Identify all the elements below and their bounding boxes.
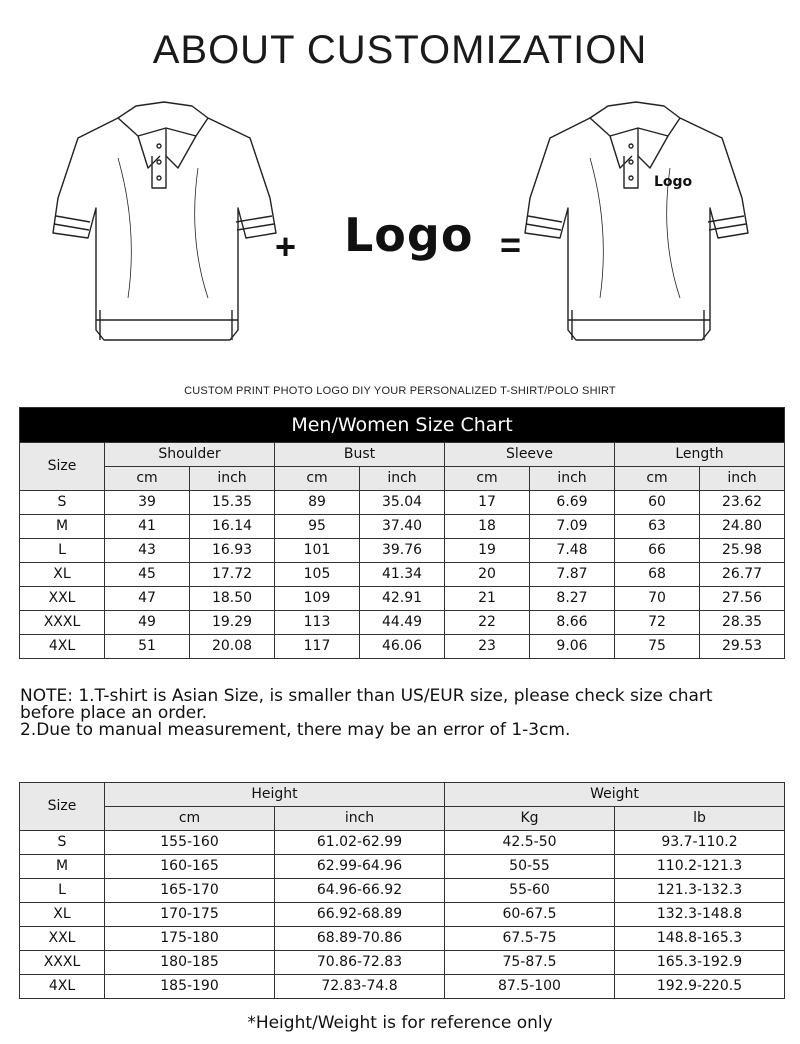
value-cell: 75-87.5 [445, 951, 615, 975]
value-cell: 170-175 [105, 903, 275, 927]
unit-header: cm [105, 467, 190, 491]
value-cell: 68.89-70.86 [275, 927, 445, 951]
value-cell: 41.34 [360, 563, 445, 587]
value-cell: 63 [615, 515, 700, 539]
table-row [20, 831, 785, 855]
unit-header: inch [530, 467, 615, 491]
table-row [20, 927, 785, 951]
size-cell: 4XL [20, 975, 105, 999]
value-cell: 155-160 [105, 831, 275, 855]
table-row [20, 515, 785, 539]
value-cell: 7.48 [530, 539, 615, 563]
page-title: ABOUT CUSTOMIZATION [152, 28, 648, 72]
value-cell: 6.69 [530, 491, 615, 515]
size-cell: L [20, 539, 105, 563]
value-cell: 105 [275, 563, 360, 587]
unit-header: inch [700, 467, 785, 491]
value-cell: 51 [105, 635, 190, 659]
value-cell: 49 [105, 611, 190, 635]
value-cell: 16.93 [190, 539, 275, 563]
value-cell: 16.14 [190, 515, 275, 539]
group-header-weight: Weight [445, 783, 785, 807]
value-cell: 29.53 [700, 635, 785, 659]
size-cell: M [20, 515, 105, 539]
value-cell: 24.80 [700, 515, 785, 539]
value-cell: 117 [275, 635, 360, 659]
value-cell: 28.35 [700, 611, 785, 635]
size-cell: S [20, 831, 105, 855]
value-cell: 45 [105, 563, 190, 587]
value-cell: 23.62 [700, 491, 785, 515]
size-cell: L [20, 879, 105, 903]
size-cell: XXL [20, 587, 105, 611]
unit-header: lb [615, 807, 785, 831]
value-cell: 62.99-64.96 [275, 855, 445, 879]
value-cell: 37.40 [360, 515, 445, 539]
value-cell: 43 [105, 539, 190, 563]
table-row [20, 635, 785, 659]
size-cell: S [20, 491, 105, 515]
value-cell: 180-185 [105, 951, 275, 975]
value-cell: 192.9-220.5 [615, 975, 785, 999]
size-cell: XL [20, 903, 105, 927]
value-cell: 60-67.5 [445, 903, 615, 927]
value-cell: 35.04 [360, 491, 445, 515]
table-row [20, 975, 785, 999]
footnote: *Height/Weight is for reference only [247, 1013, 553, 1033]
value-cell: 70.86-72.83 [275, 951, 445, 975]
value-cell: 70 [615, 587, 700, 611]
table-row [20, 491, 785, 515]
table-row [20, 879, 785, 903]
value-cell: 110.2-121.3 [615, 855, 785, 879]
group-header-length: Length [615, 443, 785, 467]
size-cell: XXXL [20, 611, 105, 635]
value-cell: 75 [615, 635, 700, 659]
value-cell: 148.8-165.3 [615, 927, 785, 951]
size-column-header: Size [20, 443, 105, 491]
value-cell: 9.06 [530, 635, 615, 659]
value-cell: 41 [105, 515, 190, 539]
size-cell: XXL [20, 927, 105, 951]
unit-header: cm [105, 807, 275, 831]
table-row [20, 587, 785, 611]
group-header-sleeve: Sleeve [445, 443, 615, 467]
value-cell: 175-180 [105, 927, 275, 951]
value-cell: 18.50 [190, 587, 275, 611]
value-cell: 55-60 [445, 879, 615, 903]
value-cell: 61.02-62.99 [275, 831, 445, 855]
value-cell: 20.08 [190, 635, 275, 659]
height-weight-table [19, 782, 785, 999]
value-cell: 160-165 [105, 855, 275, 879]
value-cell: 25.98 [700, 539, 785, 563]
size-cell: XL [20, 563, 105, 587]
value-cell: 7.87 [530, 563, 615, 587]
value-cell: 20 [445, 563, 530, 587]
value-cell: 26.77 [700, 563, 785, 587]
value-cell: 165-170 [105, 879, 275, 903]
value-cell: 109 [275, 587, 360, 611]
hw-size-column-header: Size [20, 783, 105, 831]
value-cell: 8.27 [530, 587, 615, 611]
unit-header: Kg [445, 807, 615, 831]
logo-placeholder-text: Logo [344, 208, 474, 262]
size-cell: M [20, 855, 105, 879]
value-cell: 68 [615, 563, 700, 587]
value-cell: 18 [445, 515, 530, 539]
size-note [20, 688, 790, 739]
group-header-shoulder: Shoulder [105, 443, 275, 467]
value-cell: 17.72 [190, 563, 275, 587]
table-row [20, 539, 785, 563]
table-row [20, 951, 785, 975]
value-cell: 42.5-50 [445, 831, 615, 855]
value-cell: 89 [275, 491, 360, 515]
value-cell: 44.49 [360, 611, 445, 635]
value-cell: 27.56 [700, 587, 785, 611]
value-cell: 87.5-100 [445, 975, 615, 999]
unit-header: inch [360, 467, 445, 491]
note-line-3: 2.Due to manual measurement, there may be an error of 1-3cm. [20, 720, 571, 740]
value-cell: 67.5-75 [445, 927, 615, 951]
value-cell: 39.76 [360, 539, 445, 563]
size-chart-table [19, 407, 785, 659]
size-cell: XXXL [20, 951, 105, 975]
note-line-2: before place an order. [20, 703, 208, 723]
value-cell: 47 [105, 587, 190, 611]
value-cell: 17 [445, 491, 530, 515]
size-cell: 4XL [20, 635, 105, 659]
value-cell: 19 [445, 539, 530, 563]
value-cell: 66 [615, 539, 700, 563]
value-cell: 101 [275, 539, 360, 563]
value-cell: 15.35 [190, 491, 275, 515]
shirt-logo-label: Logo [654, 174, 693, 190]
unit-header: inch [190, 467, 275, 491]
value-cell: 7.09 [530, 515, 615, 539]
unit-header: cm [445, 467, 530, 491]
value-cell: 66.92-68.89 [275, 903, 445, 927]
value-cell: 8.66 [530, 611, 615, 635]
group-header-height: Height [105, 783, 445, 807]
value-cell: 93.7-110.2 [615, 831, 785, 855]
value-cell: 72.83-74.8 [275, 975, 445, 999]
value-cell: 42.91 [360, 587, 445, 611]
value-cell: 121.3-132.3 [615, 879, 785, 903]
table-row [20, 611, 785, 635]
value-cell: 39 [105, 491, 190, 515]
polo-shirt-illustration-blank [48, 98, 280, 360]
equals-sign: = [500, 224, 522, 265]
value-cell: 60 [615, 491, 700, 515]
size-chart-heading: Men/Women Size Chart [20, 408, 785, 443]
unit-header: cm [615, 467, 700, 491]
value-cell: 64.96-66.92 [275, 879, 445, 903]
value-cell: 46.06 [360, 635, 445, 659]
value-cell: 95 [275, 515, 360, 539]
table-row [20, 855, 785, 879]
value-cell: 23 [445, 635, 530, 659]
value-cell: 50-55 [445, 855, 615, 879]
unit-header: cm [275, 467, 360, 491]
value-cell: 132.3-148.8 [615, 903, 785, 927]
note-line-1: NOTE: 1.T-shirt is Asian Size, is smaller than US/EUR size, please check size chart [20, 686, 713, 706]
value-cell: 113 [275, 611, 360, 635]
value-cell: 165.3-192.9 [615, 951, 785, 975]
value-cell: 19.29 [190, 611, 275, 635]
table-row [20, 903, 785, 927]
group-header-bust: Bust [275, 443, 445, 467]
table-row [20, 563, 785, 587]
plus-sign: + [275, 226, 297, 267]
subtitle: CUSTOM PRINT PHOTO LOGO DIY YOUR PERSONALIZED T-SHIRT/POLO SHIRT [184, 385, 616, 397]
value-cell: 185-190 [105, 975, 275, 999]
value-cell: 72 [615, 611, 700, 635]
unit-header: inch [275, 807, 445, 831]
polo-shirt-illustration-with-logo [520, 98, 752, 360]
value-cell: 22 [445, 611, 530, 635]
value-cell: 21 [445, 587, 530, 611]
